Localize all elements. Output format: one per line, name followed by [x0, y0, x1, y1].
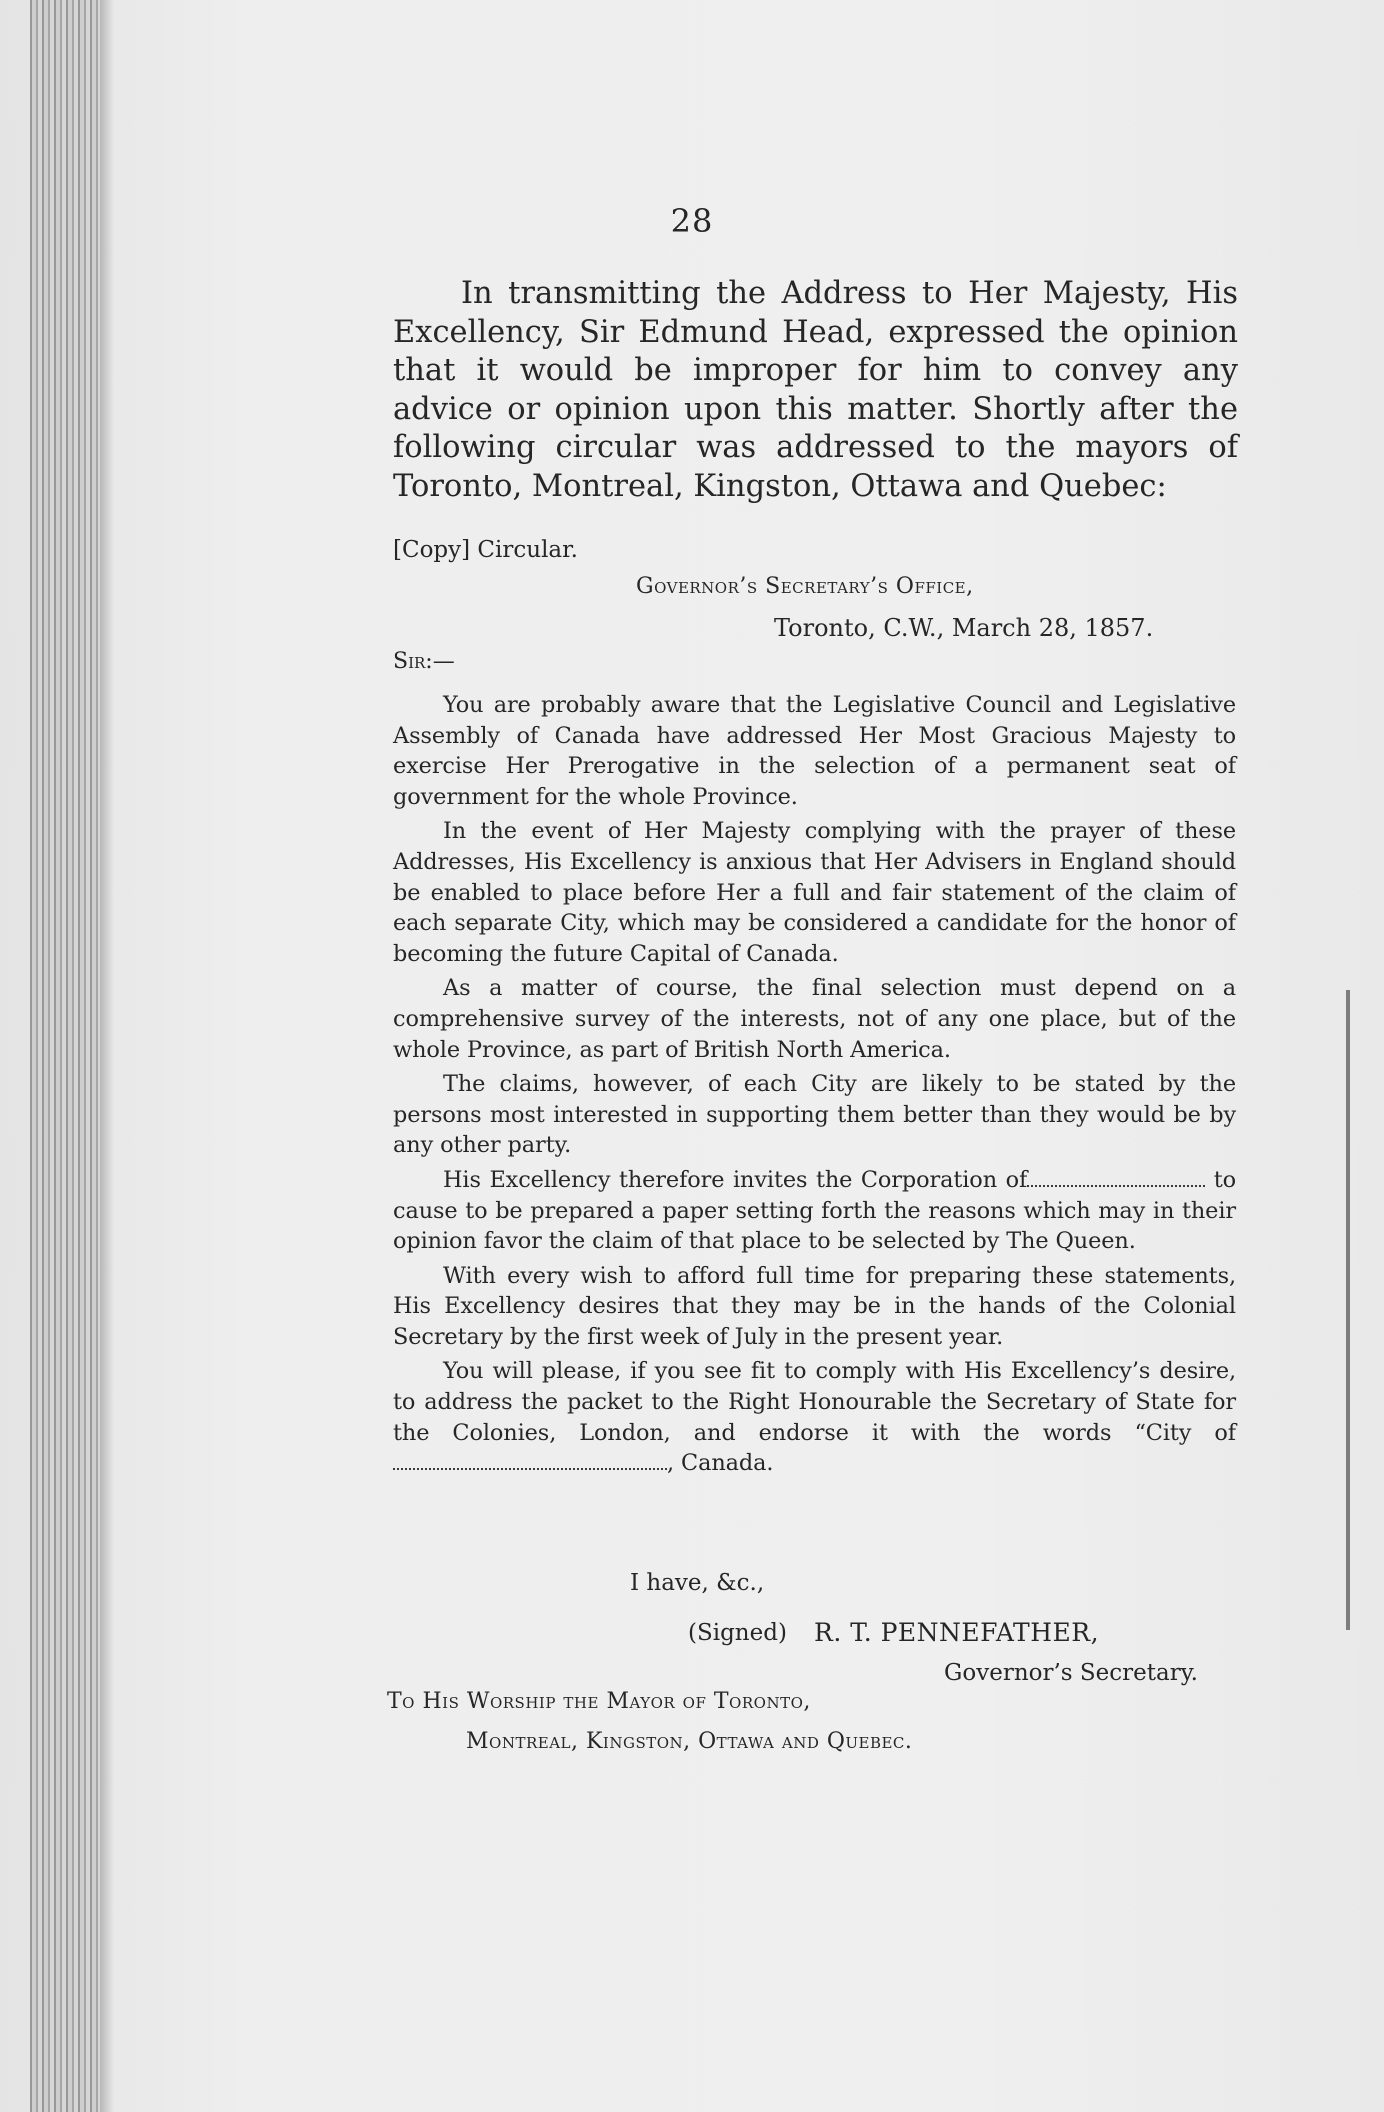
letter-paragraph: The claims, however, of each City are likely to be stated by the persons most interested in supporting them better than they would be by any other party. — [393, 1071, 1236, 1159]
letter-paragraph-packet — [393, 1356, 1236, 1478]
office-heading: Governor’s Secretary’s Office, — [636, 574, 974, 599]
letter-paragraph: In the event of Her Majesty complying with the prayer of these Addresses, His Excellency is anxious that Her Advisers in England should be enabled to place before Her a full and fair statement of the claim of each separate City, which may be considered a candidate for the honor of becoming the future Capital of Canada. — [393, 818, 1236, 967]
signer-name: R. T. PENNEFATHER, — [814, 1618, 1100, 1647]
intro-paragraph: In transmitting the Address to Her Majesty, His Excellency, Sir Edmund Head, expressed the opinion that it would be improper for him to convey any advice or opinion upon this matter. Shortly after the following circular was addressed to the mayors of Toronto, Montreal, Kingston, Ottawa and Quebec: — [393, 276, 1238, 504]
letter-paragraph-invitation — [393, 1165, 1236, 1257]
recipient-address-line-1: To His Worship the Mayor of Toronto, — [387, 1689, 811, 1714]
invitation-rest: to cause to be prepared a paper setting forth the reasons which may in their opinion favor the claim of that place to be selected by The Queen. — [393, 1166, 1236, 1255]
letter-paragraph: You are probably aware that the Legislative Council and Legislative Assembly of Canada have addressed Her Most Gracious Majesty to exercise Her Prerogative in the selection of a permanent seat of government for the whole Province. — [393, 692, 1236, 810]
place-and-date: Toronto, C.W., March 28, 1857. — [774, 614, 1154, 642]
closing: I have, &c., — [630, 1570, 765, 1596]
circular-body — [393, 690, 1236, 1483]
letter-paragraph: With every wish to afford full time for preparing these statements, His Excellency desires that they may be in the hands of the Colonial Secretary by the first week of July in the present year. — [393, 1262, 1236, 1350]
packet-end: , Canada. — [667, 1450, 774, 1477]
signed-label: (Signed) — [688, 1620, 787, 1646]
packet-of: of — [1214, 1419, 1236, 1446]
invitation-lead: His Excellency therefore invites the Corporation of — [443, 1166, 1028, 1193]
copy-circular-label: [Copy] Circular. — [393, 537, 578, 563]
salutation: Sir:— — [393, 649, 455, 674]
letter-paragraph: As a matter of course, the final selection must depend on a comprehensive survey of the interests, not of any one place, but of the whole Province, as part of British North America. — [393, 975, 1236, 1063]
packet-text: You will please, if you see fit to comply with His Excellency’s desire, to address the packet to the Right Honourable the Secretary of State for the Colonies, London, and endorse it with the words “City — [393, 1358, 1236, 1446]
blank-line-corporation — [1027, 1169, 1205, 1187]
signer-title: Governor’s Secretary. — [944, 1660, 1198, 1686]
page-number: 28 — [670, 202, 714, 240]
blank-line-city — [393, 1452, 667, 1470]
recipient-address-line-2: Montreal, Kingston, Ottawa and Quebec. — [466, 1729, 913, 1754]
